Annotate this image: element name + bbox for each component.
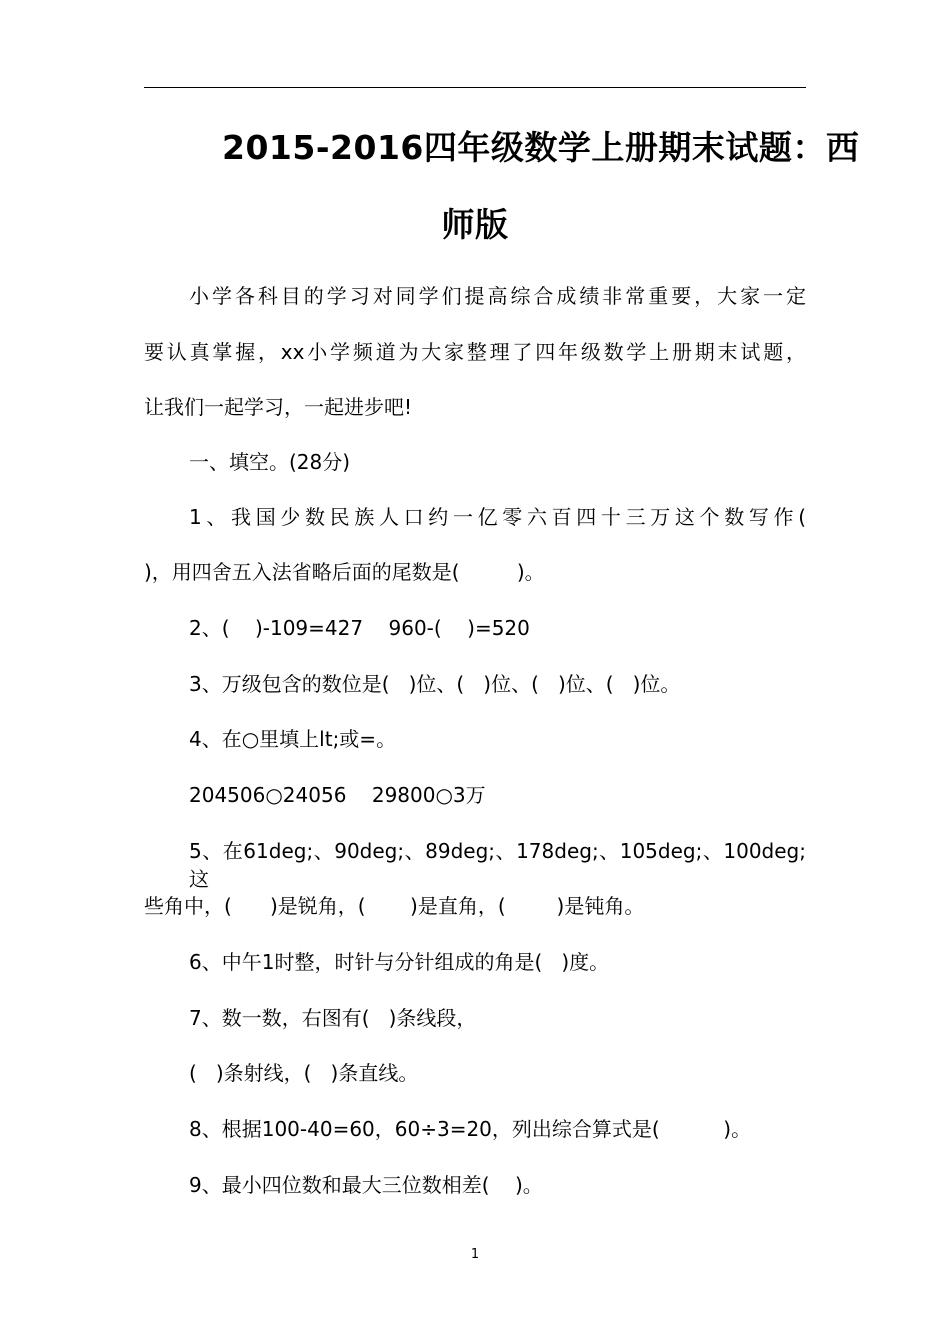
question-2: 2、( )-109=427 960-( )=520 (189, 616, 530, 640)
question-9: 9、最小四位数和最大三位数相差( )。 (189, 1173, 543, 1197)
intro-line-1: 小学各科目的学习对同学们提高综合成绩非常重要，大家一定 (189, 284, 806, 308)
intro-line-3: 让我们一起学习，一起进步吧! (144, 395, 413, 419)
question-6: 6、中午1时整，时针与分针组成的角是( )度。 (189, 950, 610, 974)
document-title-line-1: 2015-2016四年级数学上册期末试题：西 (222, 128, 860, 167)
question-4: 4、在○里填上lt;或=。 (189, 727, 397, 751)
question-7-line-1: 7、数一数，右图有( )条线段， (189, 1006, 477, 1030)
question-8: 8、根据100-40=60，60÷3=20，列出综合算式是( )。 (189, 1117, 752, 1141)
question-1-line-2: )，用四舍五入法省略后面的尾数是( )。 (144, 560, 545, 584)
question-3: 3、万级包含的数位是( )位、( )位、( )位、( )位。 (189, 672, 681, 696)
document-title-line-2: 师版 (441, 205, 509, 244)
header-rule (144, 87, 806, 88)
question-7-line-2: ( )条射线，( )条直线。 (189, 1061, 419, 1085)
question-1-line-1: 1、我国少数民族人口约一亿零六百四十三万这个数写作( (189, 505, 806, 529)
section-heading: 一、填空。(28分) (189, 450, 351, 474)
question-5-line-1: 5、在61deg;、90deg;、89deg;、178deg;、105deg;、100deg;这 (189, 839, 806, 891)
intro-line-2: 要认真掌握，xx小学频道为大家整理了四年级数学上册期末试题， (144, 340, 806, 364)
page-number: 1 (470, 1247, 480, 1262)
question-4-items: 204506○24056 29800○3万 (189, 783, 486, 807)
question-5-line-2: 些角中，( )是锐角，( )是直角，( )是钝角。 (144, 894, 645, 918)
